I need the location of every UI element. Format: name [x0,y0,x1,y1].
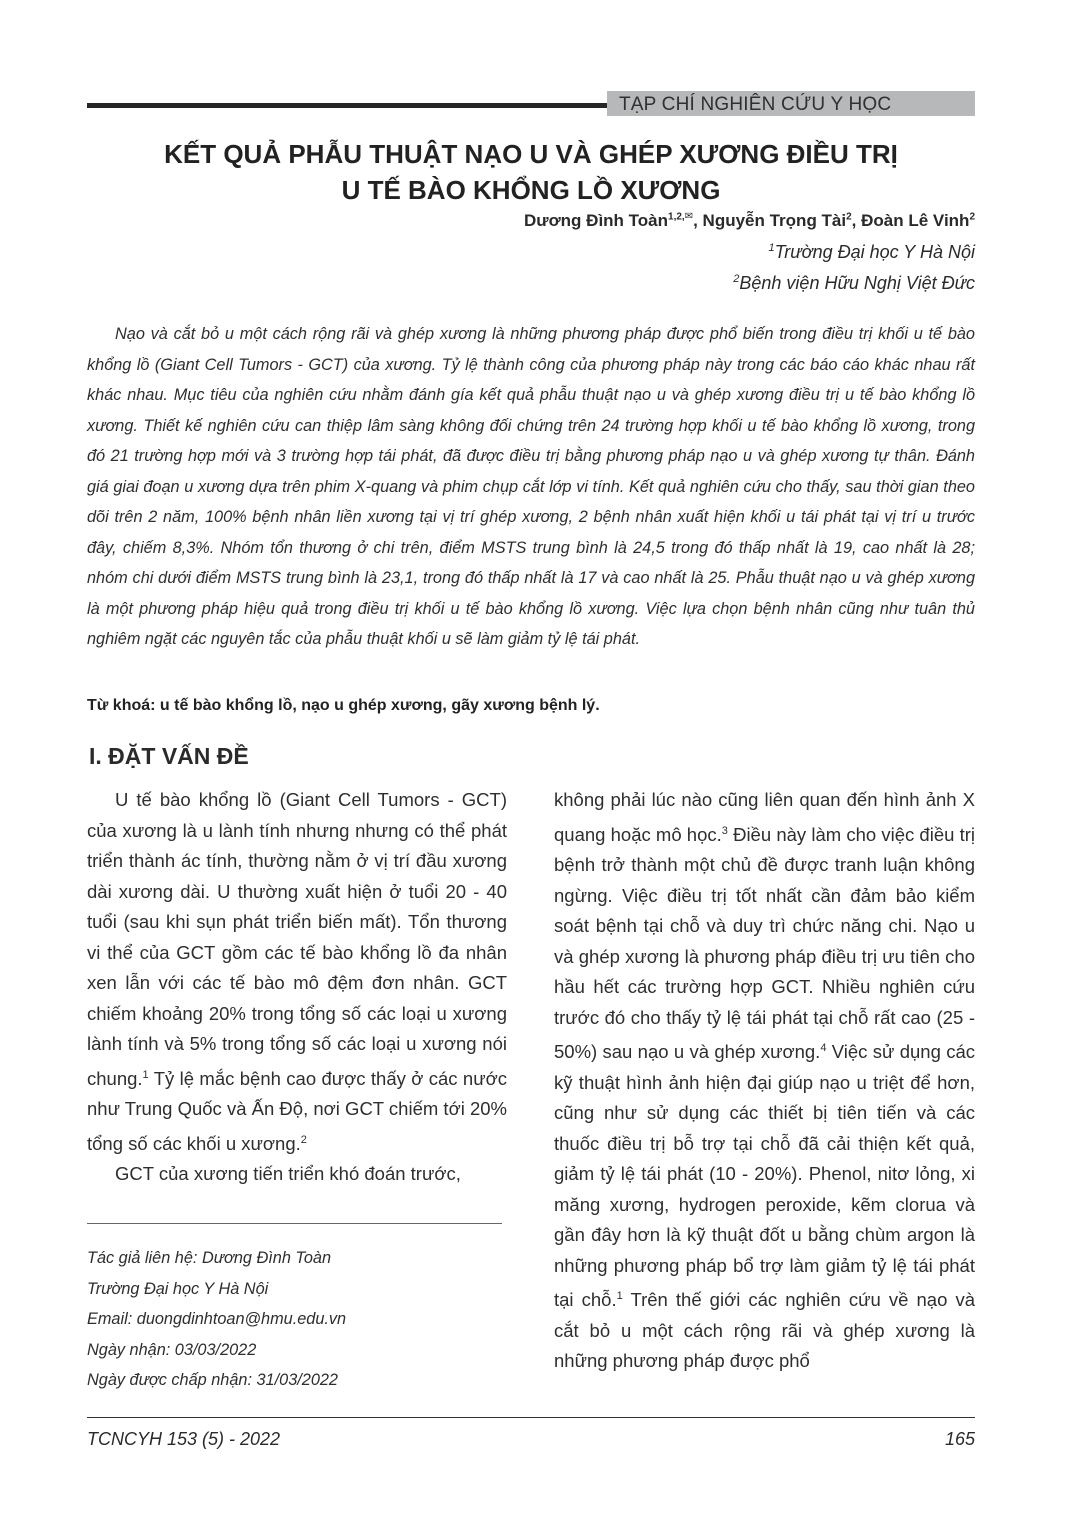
section-heading: I. ĐẶT VẤN ĐỀ [89,743,249,769]
affiliation-2: $^2$Bệnh viện Hữu Nghị Việt Đức [733,273,975,293]
citation-ref: 4 [820,1042,827,1055]
paragraph: không phải lúc nào cũng liên quan đến hình ảnh X quang hoặc mô học.$^3$ Điều này làm cho việc điều trị bệnh trở thành một chủ đề được tranh luận không ngừng. Việc điều trị tốt nhất cần đảm bảo kiểm soát bệnh tại chỗ và duy trì chức năng chi. Nạo u và ghép xương là phương pháp điều trị ưu tiên cho hầu hết các trường hợp GCT. Nhiều nghiên cứu trước đó cho thấy tỷ lệ tái phát tại chỗ rất cao (25 - 50%) sau nạo u và ghép xương.$^4$ Việc sử dụng các kỹ thuật hình ảnh hiện đại giúp nạo u triệt để hơn, cũng như sử dụng các thiết bị tiên tiến và các thuốc điều trị bỗ trợ tại chỗ đã cải thiện kết quả, giảm tỷ lệ tái phát (10 - 20%). Phenol, nitơ lỏng, xi măng xương, hydrogen peroxide, kẽm clorua và gần đây hơn là kỹ thuật đốt u bằng chùm argon là những phương pháp bổ trợ làm giảm tỷ lệ tái phát tại chỗ.$^1$ Trên thế giới các nghiên cứu về nạo và cắt bỏ u một cách rộng rãi và ghép xương là những phương pháp được phổ [554,789,975,1372]
journal-name: TẠP CHÍ NGHIÊN CỨU Y HỌC [607,91,975,116]
author-name: Nguyễn Trọng Tài [702,211,847,230]
citation-ref: 1 [142,1068,149,1081]
author-affil-sup: 2 [969,211,975,223]
title-line-1: KẾT QUẢ PHẪU THUẬT NẠO U VÀ GHÉP XƯƠNG ĐIỀU TRỊ [164,139,898,169]
header-rule [87,103,607,108]
keywords: Từ khoá: u tế bào khổng lồ, nạo u ghép xương, gãy xương bệnh lý. [87,697,600,714]
abstract: Nạo và cắt bỏ u một cách rộng rãi và ghép xương là những phương pháp được phổ biến trong điều trị khối u tế bào khổng lồ (Giant Cell Tumors - GCT) của xương. Tỷ lệ thành công của phương pháp này trong các báo cáo khác nhau rất khác nhau. Mục tiêu của nghiên cứu nhằm đánh gía kết quả phẫu thuật nạo u và ghép xương điều trị u tế bào khổng lồ xương. Thiết kế nghiên cứu can thiệp lâm sàng không đối chứng trên 24 trường hợp khối u tế bào khổng lồ xương, trong đó 21 trường hợp mới và 3 trường hợp tái phát, đã được điều trị bằng phương pháp nạo u và ghép xương tự thân. Đánh giá giai đoạn u xương dựa trên phim X-quang và phim chụp cắt lớp vi tính. Kết quả nghiên cứu cho thấy, sau thời gian theo dõi trên 2 năm, 100% bệnh nhân liền xương tại vị trí ghép xương, 2 bệnh nhân xuất hiện khối u tái phát tại vị trí u trước đây, chiếm 8,3%. Nhóm tổn thương ở chi trên, điểm MSTS trung bình là 24,5 trong đó thấp nhất là 19, cao nhất là 28; nhóm chi dưới điểm MSTS trung bình là 23,1, trong đó thấp nhất là 17 và cao nhất là 25. Phẫu thuật nạo u và ghép xương là một phương pháp hiệu quả trong điều trị khối u tế bào khổng lồ xương. Việc lựa chọn bệnh nhân cũng như tuân thủ nghiêm ngặt các nguyên tắc của phẫu thuật khối u sẽ làm giảm tỷ lệ tái phát. [87,325,975,648]
correspondence-block [87,1243,507,1396]
footnote-rule [87,1223,502,1224]
accepted-date: Ngày được chấp nhận: 31/03/2022 [87,1371,338,1389]
citation-ref: 1 [616,1290,623,1303]
paragraph: GCT của xương tiến triển khó đoán trước, [115,1163,461,1185]
corresponding-author: Tác giả liên hệ: Dương Đình Toàn [87,1249,332,1267]
author-affil-sup: 2 [846,211,852,223]
author-name: Đoàn Lê Vinh [861,211,970,230]
corresponding-institution: Trường Đại học Y Hà Nội [87,1279,269,1298]
envelope-icon: ✉ [684,211,694,223]
affiliation-1: $^1$Trường Đại học Y Hà Nội [768,242,975,262]
received-date: Ngày nhận: 03/03/2022 [87,1340,257,1359]
body-column-right [554,785,975,1377]
journal-citation: TCNCYH 153 (5) - 2022 [87,1429,281,1449]
corresponding-email: Email: duongdinhtoan@hmu.edu.vn [87,1310,347,1328]
page-number: 165 [944,1429,975,1449]
author-affil-sup: 1,2, [668,211,685,223]
author-name: Dương Đình Toàn [524,211,669,230]
citation-ref: 2 [300,1133,307,1146]
footer-rule [87,1417,975,1418]
paragraph: U tế bào khổng lồ (Giant Cell Tumors - GCT) của xương là u lành tính nhưng nhưng có thể phát triển thành ác tính, thường nằm ở vị trí đầu xương dài xương dài. U thường xuất hiện ở tuổi 20 - 40 tuổi (sau khi sụn phát triển biến mất). Tổn thương vi thể của GCT gồm các tế bào khổng lồ đa nhân xen lẫn với các tế bào mô đệm đơn nhân. GCT chiếm khoảng 20% trong tổng số các loại u xương lành tính và 5% trong tổng số các loại u xương nói chung.$^1$ Tỷ lệ mắc bệnh cao được thấy ở các nước như Trung Quốc và Ấn Độ, nơi GCT chiếm tới 20% tổng số các khối u xương.$^2$ [87,789,507,1154]
citation-ref: 3 [721,824,728,837]
article-title [87,136,975,208]
body-column-left [87,785,507,1190]
title-line-2: U TẾ BÀO KHỔNG LỒ XƯƠNG [341,175,721,205]
author-list: Dương Đình Toàn$^{1,2,}$✉, Nguyễn Trọng Tài$^2$, Đoàn Lê Vinh$^2$ [524,211,975,230]
